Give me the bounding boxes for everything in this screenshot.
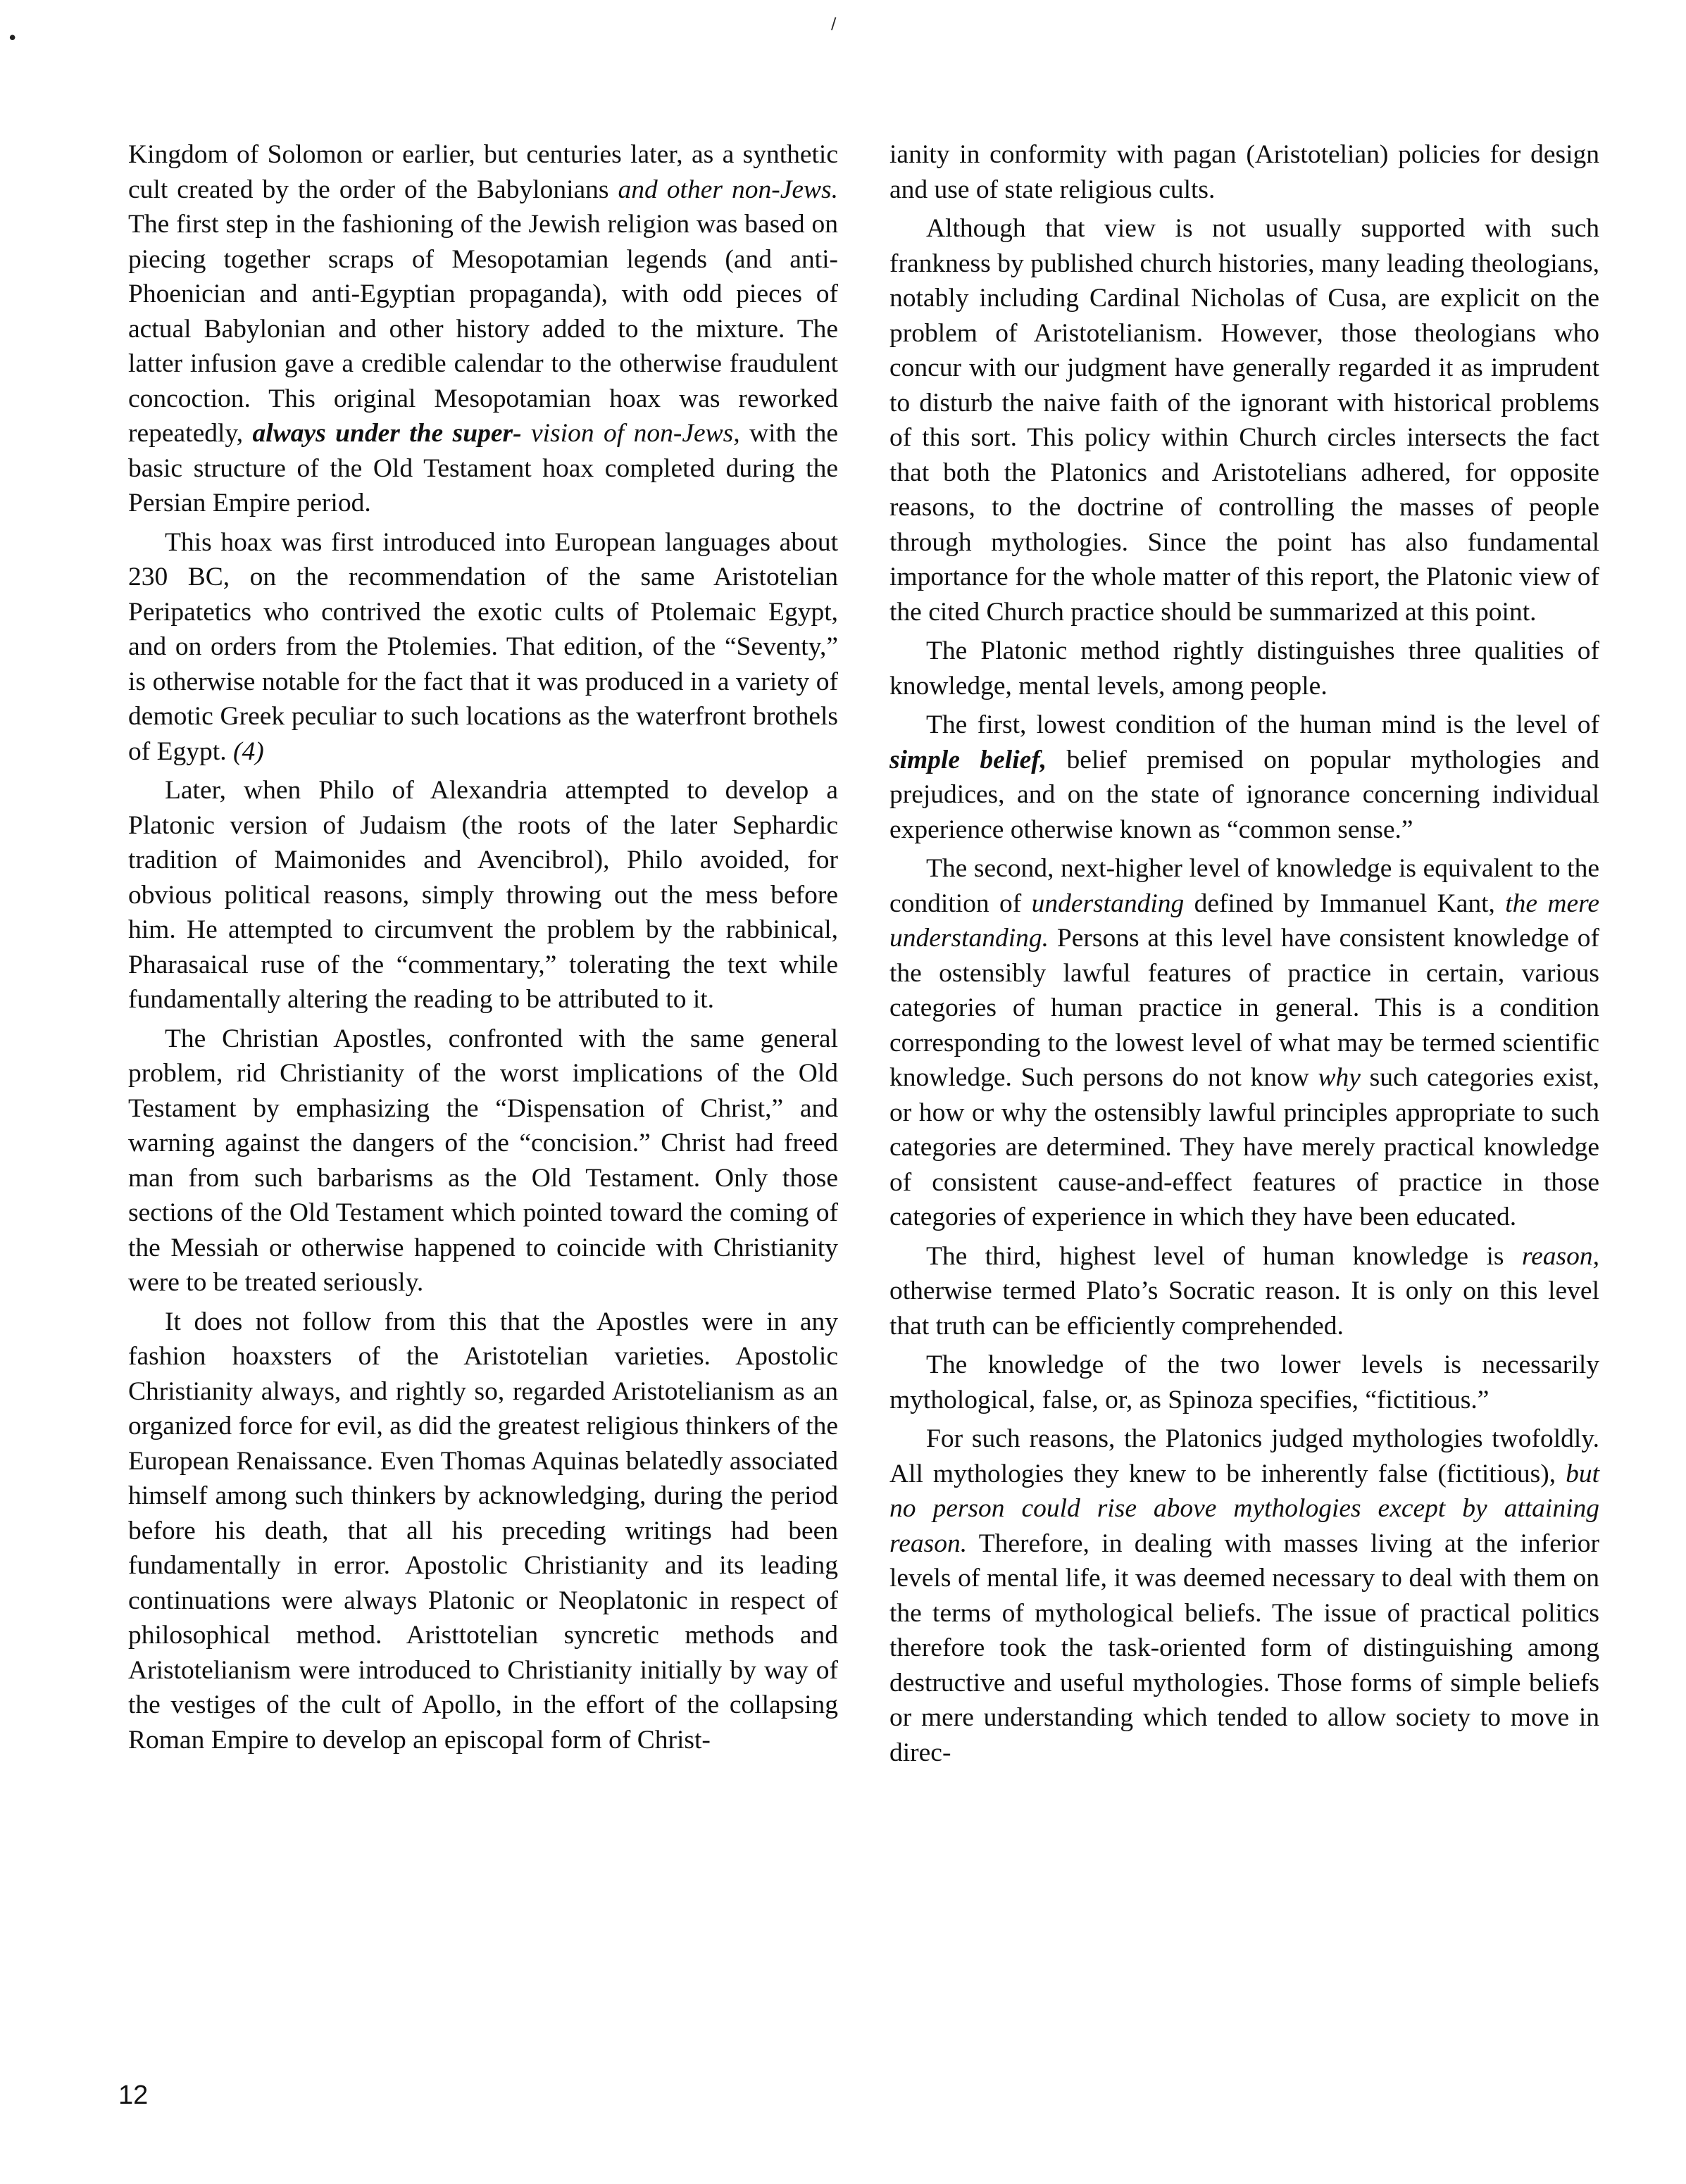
text-run: defined by Immanuel Kant, bbox=[1184, 889, 1506, 918]
text-run: the mere understanding. bbox=[889, 889, 1599, 953]
right-column bbox=[889, 137, 1599, 1774]
text-run: The third, highest level of human knowledge is bbox=[926, 1241, 1522, 1271]
text-run: but no person could rise above mythologies except by attaining reason. bbox=[889, 1459, 1599, 1558]
text-run: The Christian Apostles, confronted with the same general problem, rid Christianity of the worst implications of the Old Testament by emphasizing the “Dispensation of Christ,” and warning against the dangers of the “concision.” Christ had freed man from such barbarisms as the Old Testament. Only those sections of the Old Testament which pointed toward the coming of the Messiah or otherwise happened to coincide with Christianity were to be treated seriously. bbox=[128, 1024, 838, 1297]
margin-mark: / bbox=[831, 15, 837, 33]
paragraph bbox=[889, 1422, 1599, 1770]
paragraph bbox=[889, 137, 1599, 207]
paragraph bbox=[128, 1022, 838, 1300]
text-run: Kingdom of Solomon or earlier, but centuries later, as a synthetic cult created by the order of the Babylonians bbox=[128, 140, 838, 204]
text-run: reason, bbox=[1521, 1241, 1599, 1271]
text-run: Persons at this level have consistent knowledge of the ostensibly lawful features of practice in certain, various categories of human practice in general. This is a condition corresponding to the lowest level of what may be termed scientific knowledge. Such persons do not know bbox=[889, 924, 1599, 1092]
paragraph bbox=[128, 137, 838, 521]
text-run: The second, next-higher level of knowledge is equivalent to the condition of bbox=[889, 854, 1599, 918]
text-run: The Platonic method rightly distinguishes three qualities of knowledge, mental levels, among people. bbox=[889, 636, 1599, 701]
margin-mark: • bbox=[7, 28, 18, 49]
paragraph bbox=[889, 1239, 1599, 1344]
text-run: For such reasons, the Platonics judged mythologies twofoldly. All mythologies they knew to be inherently false (fictitious), bbox=[889, 1424, 1599, 1488]
text-run: vision of non-Jews, bbox=[521, 419, 740, 448]
paragraph bbox=[128, 1305, 838, 1758]
text-run: It does not follow from this that the Apostles were in any fashion hoaxsters of the Aristotelian varieties. Apostolic Christianity always, and rightly so, regarded Aristotelianism as an organized force for evil, as did the greatest religious thinkers of the European Renaissance. Even Thomas Aquinas belatedly associated himself among such thinkers by acknowledging, during the period before his death, that all his preceding writings had been fundamentally in error. Apostolic Christianity and its leading continuations were always Platonic or Neoplatonic in respect of philosophical method. Aristtotelian syncretic methods and Aristotelianism were introduced to Christianity initially by way of the vestiges of the cult of Apollo, in the effort of the collapsing Roman Empire to develop an episcopal form of Christ- bbox=[128, 1307, 838, 1755]
text-run: Therefore, in dealing with masses living at the inferior levels of mental life, it was deemed necessary to deal with them on the terms of mythological beliefs. The issue of practical politics therefore took the task-oriented form of distinguishing among destructive and useful mythologies. Those forms of simple beliefs or mere understanding which tended to allow society to move in direc- bbox=[889, 1529, 1599, 1767]
text-run: such categories exist, or how or why the ostensibly lawful principles appropriate to such categories are determined. They have merely practical knowledge of consistent cause-and-effect features of practice in those categories of experience in which they have been educated. bbox=[889, 1063, 1600, 1231]
paragraph bbox=[128, 773, 838, 1017]
text-run: ianity in conformity with pagan (Aristotelian) policies for design and use of state religious cults. bbox=[889, 140, 1599, 204]
text-run: The first step in the fashioning of the Jewish religion was based on piecing together scraps of Mesopotamian legends (and anti-Phoenician and anti-Egyptian propaganda), with odd pieces of actual Babylonian and other history added to the mixture. The latter infusion gave a credible calendar to the otherwise fraudulent concoction. This original Mesopotamian hoax was reworked repeatedly, bbox=[128, 210, 838, 448]
text-run: otherwise termed Plato’s Socratic reason. It is only on this level that truth can be efficiently comprehended. bbox=[889, 1276, 1599, 1341]
text-run: always under the super- bbox=[252, 419, 522, 448]
paragraph bbox=[889, 211, 1599, 629]
paragraph bbox=[889, 708, 1599, 847]
paragraph bbox=[889, 851, 1599, 1235]
text-run: belief premised on popular mythologies and prejudices, and on the state of ignorance concerning individual experience otherwise known as “common sense.” bbox=[889, 745, 1599, 844]
text-run: The first, lowest condition of the human mind is the level of bbox=[926, 710, 1599, 739]
text-run: This hoax was first introduced into European languages about 230 BC, on the recommendation of the same Aristotelian Peripatetics who contrived the exotic cults of Ptolemaic Egypt, and on orders from the Ptolemies. That edition, of the “Seventy,” is otherwise notable for the fact that it was produced in a variety of demotic Greek peculiar to such locations as the waterfront brothels of Egypt. bbox=[128, 527, 838, 766]
text-run: with the basic structure of the Old Testament hoax completed during the Persian Empire period. bbox=[128, 419, 838, 517]
page-number: 12 bbox=[118, 2081, 149, 2110]
text-run: The knowledge of the two lower levels is necessarily mythological, false, or, as Spinoza specifies, “fictitious.” bbox=[889, 1350, 1599, 1414]
text-run: why bbox=[1318, 1063, 1361, 1092]
text-run: Although that view is not usually supported with such frankness by published church histories, many leading theologians, notably including Cardinal Nicholas of Cusa, are explicit on the problem of Aristotelianism. However, those theologians who concur with our judgment have generally regarded it as imprudent to disturb the naive faith of the ignorant with historical problems of this sort. This policy within Church circles intersects the fact that both the Platonics and Aristotelians adhered, for opposite reasons, to the doctrine of controlling the masses of people through mythologies. Since the point has also fundamental importance for the whole matter of this report, the Platonic view of the cited Church practice should be summarized at this point. bbox=[889, 214, 1599, 627]
left-column bbox=[128, 137, 838, 1762]
text-run: simple belief, bbox=[889, 745, 1047, 774]
text-run: (4) bbox=[232, 736, 264, 766]
paragraph bbox=[128, 525, 838, 770]
paragraph bbox=[889, 634, 1599, 703]
text-run: understanding bbox=[1031, 889, 1185, 918]
paragraph bbox=[889, 1348, 1599, 1417]
text-run: Later, when Philo of Alexandria attempted to develop a Platonic version of Judaism (the roots of the later Sephardic tradition of Maimonides and Avencibrol), Philo avoided, for obvious political reasons, simply throwing out the mess before him. He attempted to circumvent the problem by the rabbinical, Pharasaical ruse of the “commentary,” tolerating the text while fundamentally altering the reading to be attributed to it. bbox=[128, 776, 838, 1014]
text-run: and other non-Jews. bbox=[618, 175, 838, 204]
